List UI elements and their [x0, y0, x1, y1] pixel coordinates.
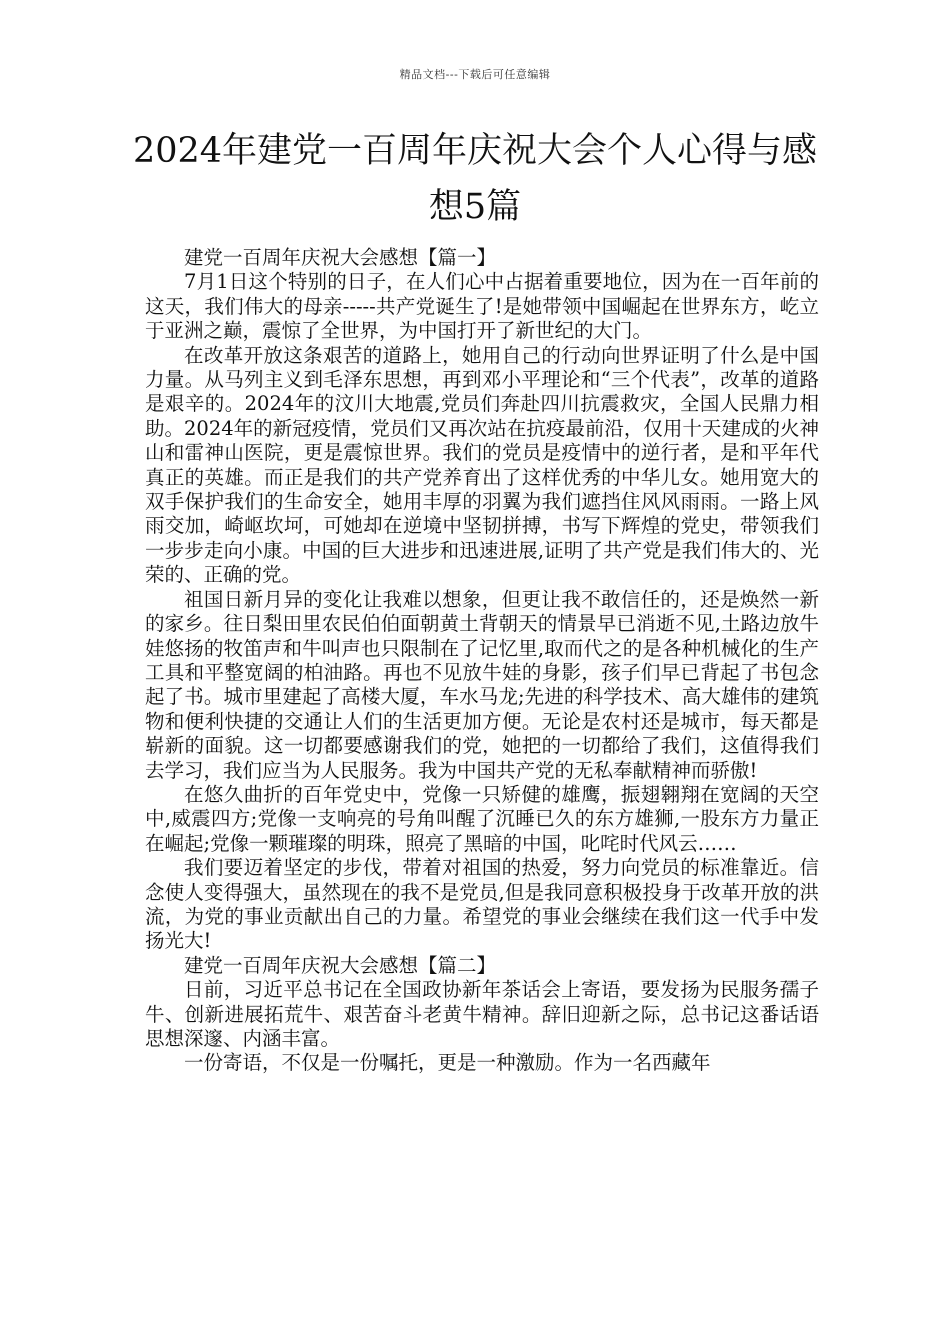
header-note: 精品文档---下载后可任意编辑: [399, 68, 551, 81]
section-heading-2: 建党一百周年庆祝大会感想【篇二】: [184, 953, 497, 977]
paragraph: 我们要迈着坚定的步伐，带着对祖国的热爱，努力向党员的标准靠近。信念使人变得强大，虽然现在的我不是党员,但是我同意积极投身于改革开放的洪流，为党的事业贡献出自己的力量。希望党的事业会继续在我们这一代手中发扬光大!: [145, 856, 819, 953]
paragraph: 在改革开放这条艰苦的道路上，她用自己的行动向世界证明了什么是中国力量。从马列主义到毛泽东思想，再到邓小平理论和“三个代表”，改革的道路是艰辛的。2024年的汶川大地震,党员们奔赴四川抗震救灾，全国人民鼎力相助。2024年的新冠疫情，党员们又再次站在抗疫最前沿，仅用十天建成的火神山和雷神山医院，更是震惊世界。我们的党员是疫情中的逆行者，是和平年代真正的英雄。而正是我们的共产党养育出了这样优秀的中华儿女。她用宽大的双手保护我们的生命安全，她用丰厚的羽翼为我们遮挡住风风雨雨。一路上风雨交加，崎岖坎坷，可她却在逆境中坚韧拼搏，书写下辉煌的党史，带领我们一步步走向小康。中国的巨大进步和迅速进展,证明了共产党是我们伟大的、光荣的、正确的党。: [145, 343, 819, 587]
paragraph: 日前，习近平总书记在全国政协新年茶话会上寄语，要发扬为民服务孺子牛、创新进展拓荒牛、艰苦奋斗老黄牛精神。辞旧迎新之际，总书记这番话语思想深邃、内涵丰富。: [145, 978, 819, 1050]
paragraph: 7月1日这个特别的日子，在人们心中占据着重要地位，因为在一百年前的这天，我们伟大的母亲-----共产党诞生了!是她带领中国崛起在世界东方，屹立于亚洲之巅，震惊了全世界，为中国打开了新世纪的大门。: [145, 270, 819, 343]
paragraph: 祖国日新月异的变化让我难以想象，但更让我不敢信任的，还是焕然一新的家乡。往日梨田里农民伯伯面朝黄土背朝天的情景早已消逝不见,土路边放牛娃悠扬的牧笛声和牛叫声也只限制在了记忆里,取而代之的是各种机械化的生产工具和平整宽阔的柏油路。再也不见放牛娃的身影，孩子们早已背起了书包念起了书。城市里建起了高楼大厦，车水马龙;先进的科学技术、高大雄伟的建筑物和便利快捷的交通让人们的生活更加方便。无论是农村还是城市，每天都是崭新的面貌。这一切都要感谢我们的党，她把的一切都给了我们，这值得我们去学习，我们应当为人民服务。我为中国共产党的无私奉献精神而骄傲!: [145, 587, 819, 782]
document-body: [145, 246, 819, 1076]
section-heading-1: 建党一百周年庆祝大会感想【篇一】: [184, 246, 497, 269]
document-title: 2024年建党一百周年庆祝大会个人心得与感想5篇: [132, 131, 818, 227]
paragraph: 在悠久曲折的百年党史中，党像一只矫健的雄鹰，振翅翱翔在宽阔的天空中,威震四方;党像一支响亮的号角叫醒了沉睡已久的东方雄狮,一股东方力量正在崛起;党像一颗璀璨的明珠，照亮了黑暗的中国，叱咤时代风云……: [145, 782, 819, 855]
paragraph: 一份寄语，不仅是一份嘱托，更是一种激励。作为一名西藏年: [184, 1051, 711, 1075]
